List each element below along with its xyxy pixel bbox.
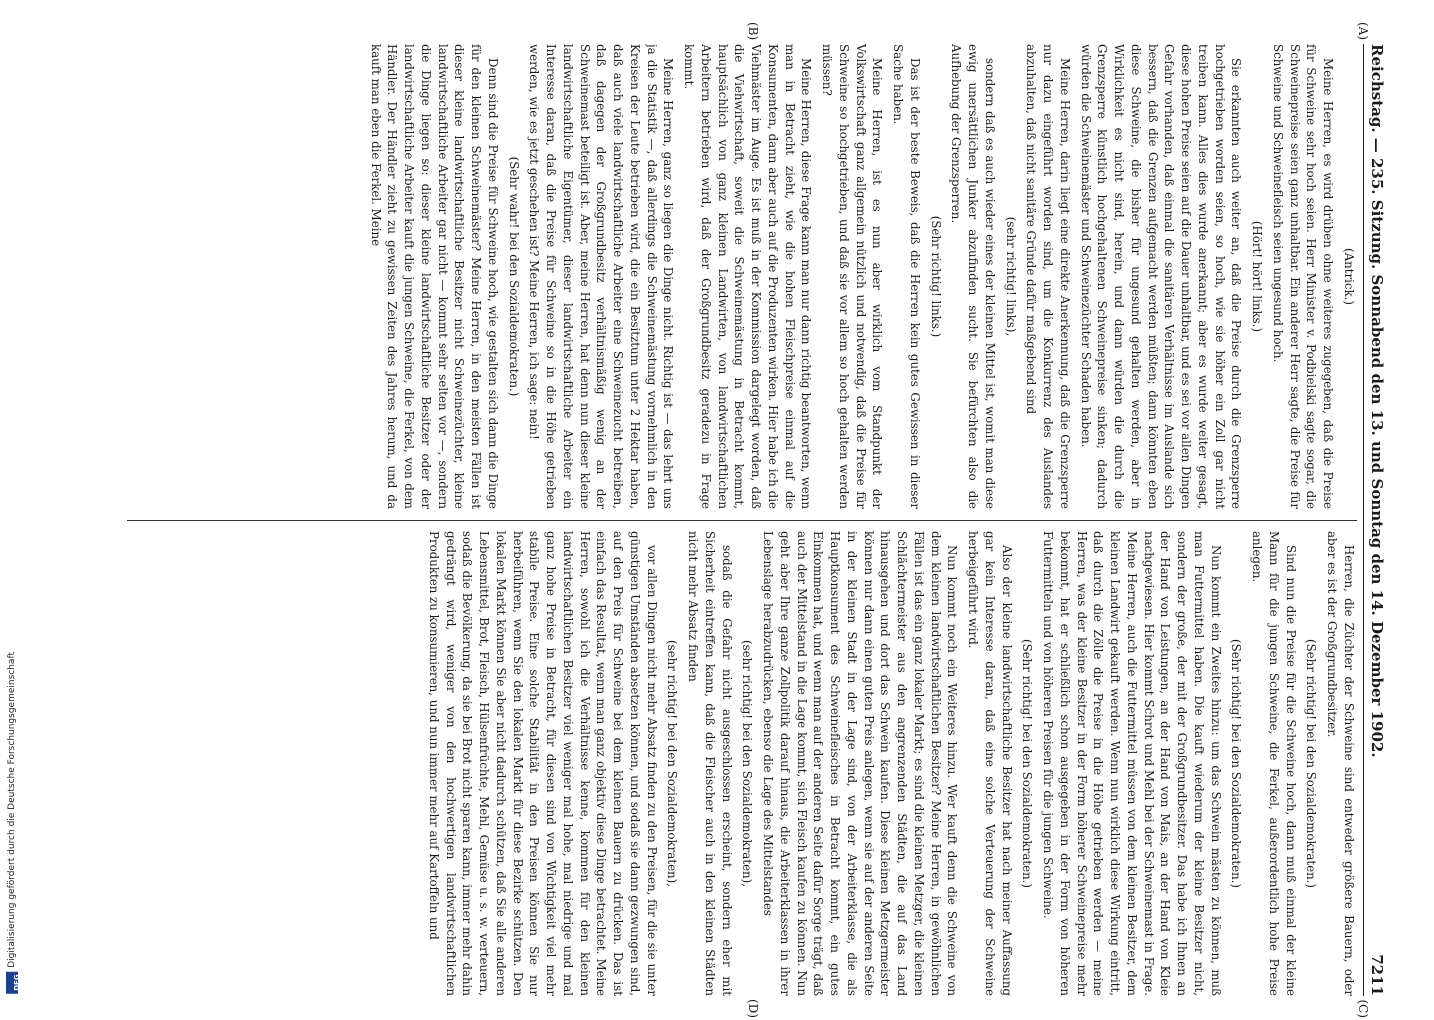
interjection: (Sehr richtig! bei den Sozialdemokraten.) bbox=[1020, 638, 1035, 889]
paragraph: Nun kommt ein Zweites hinzu: um das Schwein mästen zu können, muß man Futtermittel haben. Die kauft wiederum der kleine Besitzer nicht, sondern der große, der mit der Großgrundbesitzer. Das habe ich Ihnen an der Hand von Leistungen, an der Hand von Mais, an der Hand von Kleie nachgewiesen. Hier kommt Schrot und Mehl bei der Schweinemast in Frage. Meine Herren, auch die Futtermittel müssen von dem kleinen Besitzer, dem kleinen Landwirt gekauft werden. Wenn nun wirklich diese Wirkung eintritt, daß durch die Zölle die Preise in die Höhe getrieben werden — meine Herren, was der kleine Besitzer in der Form höherer Schweinepreise mehr bekommt, hat er schließlich schon ausgegeben in der Form von höheren Futtermitteln und von höheren Preisen für die jungen Schweine. bbox=[1041, 531, 1223, 996]
text-columns bbox=[127, 44, 1357, 996]
interjection: (Hört! hört! links.) bbox=[1250, 220, 1265, 333]
header-title: Reichstag. — 235. Sitzung. Sonnabend den 13. und Sonntag den 14. Dezember 1902. bbox=[1368, 44, 1386, 758]
interjection: (Sehr wahr! bei den Sozialdemokraten.) bbox=[506, 156, 521, 397]
paragraph: sondern daß es auch wieder eines der kleinen Mittel ist, womit man diese ewig unersättlichen Junker abzufinden sucht. Sie befürchten also die Aufhebung der Grenzsperren. bbox=[949, 44, 997, 509]
right-column bbox=[127, 531, 1357, 996]
margin-mark-a: (A) bbox=[1356, 22, 1370, 41]
paragraph: Herren, die Züchter der Schweine sind entweder größere Bauern, oder aber es ist der Großgrundbesitzer. bbox=[1325, 531, 1356, 996]
interjection: (Sehr richtig! bei den Sozialdemokraten.) bbox=[1229, 638, 1244, 889]
margin-mark-c: (C) bbox=[1356, 999, 1370, 1018]
interjection: (sehr richtig! bei den Sozialdemokraten), bbox=[665, 639, 680, 888]
paragraph: Meine Herren, darin liegt eine direkte Anerkennung, daß die Grenzsperre nur dazu eingeführt worden sind, um die Konkurrenz des Auslandes abzuhalten, daß nicht sanitäre Gründe dafür maßgebend sind bbox=[1024, 44, 1072, 509]
digitization-credit: Digitalisierung gefördert durch die Deutsche Forschungsgemeinschaft bbox=[7, 652, 17, 968]
interjection: (Sehr richtig! links.) bbox=[928, 215, 943, 338]
left-column bbox=[127, 44, 1357, 509]
dfg-logo: DFG bbox=[6, 972, 18, 994]
paragraph: Meine Herren, ganz so liegen die Dinge nicht. Richtig ist — das lehrt uns ja die Statistik —, daß allerdings die Schweinemästung vornehmlich in den Kreisen der Leute betrieben wird, die ein Besitztum unter 2 Hektar haben, daß auch viele landwirtschaftliche Arbeiter eine Schweinezucht betreiben, daß dagegen der Großgrundbesitz verhältnismäßig wenig an der Schweinemast beteiligt ist. Aber, meine Herren, hat denn nun dieser kleine landwirtschaftliche Eigentümer, dieser landwirtschaftliche Arbeiter ein Interesse daran, daß die Preise für Schweine so in die Höhe getrieben werden, wie es jetzt geschehen ist? Meine Herren, ich sage: nein! bbox=[527, 44, 676, 509]
paragraph: Meine Herren, ist es nun aber wirklich vom Standpunkt der Volkswirtschaft ganz allgemein nützlich und notwendig, daß die Preise für Schweine so hochgetrieben, und daß sie vor allem so hoch gehalten werden müssen? bbox=[820, 44, 885, 509]
running-head bbox=[1363, 44, 1386, 996]
speaker-label: (Antrick.) bbox=[1342, 248, 1356, 305]
scanned-page bbox=[80, 20, 1400, 1020]
paragraph: Also der kleine landwirtschaftliche Besitzer hat nach meiner Auffassung gar kein Interesse daran, daß eine solche Verteuerung der Schweine herbeigeführt wird. bbox=[966, 531, 1014, 996]
paragraph: Sind nun die Preise für die Schweine hoch, dann muß einmal der kleine Mann für die jungen Schweine, die Ferkel, außerordentlich hohe Preise anlegen. bbox=[1250, 531, 1298, 996]
paragraph: sodaß die Gefahr nicht ausgeschlossen erscheint, sondern eher mit Sicherheit eintreffen kann, daß die Fleischer auch in den kleinen Städten nicht mehr Absatz finden bbox=[686, 531, 734, 996]
margin-mark-b: (B) bbox=[746, 22, 760, 41]
paragraph: Nun kommt noch ein Weiteres hinzu. Wer kauft denn die Schweine von dem kleinen landwirtschaftlichen Besitzer? Meine Herren, in gewöhnlichen Fällen ist das ein ganz lokaler Markt; es sind die kleinen Metzger, die kleinen Schlächtermeister aus den angrenzenden Städten, die auf das Land hinausgehen und dort das Schwein kaufen. Diese kleinen Metzgermeister können nur dann einen guten Preis anlegen, wenn sie auf der anderen Seite in der kleinen Stadt in der Lage sind, von der Arbeiterklasse, die als Hauptkonsument des Schweinefleisches in Betracht kommt, ein gutes Einkommen hat, und wenn man auf der anderen Seite dafür Sorge trägt, daß auch der Mittelstand in die Lage kommt, sich Fleisch kaufen zu können. Nun geht aber Ihre ganze Zollpolitik darauf hinaus, die Arbeiterklassen in ihrer Lebenslage herabzudrücken, ebenso die Lage des Mittelstandes bbox=[761, 531, 960, 996]
paragraph: Meine Herren, diese Frage kann man nur dann richtig beantworten, wenn man in Betracht zieht, wie die hohen Fleischpreise einmal auf die Konsumenten, dann aber auch auf die Produzenten wirken. Hier habe ich die Viehmäster im Auge. Es ist muß in der Kommission dargelegt worden, daß die Viehwirtschaft, soweit die Schweinemästung in Betracht kommt, hauptsächlich von ganz kleinen Landwirten, von landwirtschaftlichen Arbeitern betrieben wird, daß der Großgrundbesitz geradezu in Frage kommt. bbox=[682, 44, 814, 509]
paragraph: Das ist der beste Beweis, daß die Herren kein gutes Gewissen in dieser Sache haben. bbox=[891, 44, 922, 509]
page-number: 7211 bbox=[1368, 954, 1386, 996]
paragraph: Sie erkannten auch weiter an, daß die Preise durch die Grenzsperre hochgetrieben worden seien, so hoch, wie sie höher ein Zoll gar nicht treiben kann. Alles dies wurde anerkannt; aber es wurde weiter gesagt, diese hohen Preise seien auf die Dauer unhaltbar, und es sei vor allen Dingen Gefahr vorhanden, daß einmal die sanitären Verhältnisse im Auslande sich bessern, daß die Grenzen aufgemacht werden müßten; dann könnten eben diese Schweine, die bisher für ungesund gehalten werden, aber in Wirklichkeit es nicht sind, herein, und dann würden die durch die Grenzsperre künstlich hochgehaltenen Schweinepreise sinken; dadurch würden die Schweinemäster und Schweinezüchter Schaden haben. bbox=[1078, 44, 1244, 509]
digitization-note bbox=[6, 652, 21, 994]
interjection: (sehr richtig! links), bbox=[1003, 216, 1018, 337]
paragraph: Denn sind die Preise für Schweine hoch, wie gestalten sich dann die Dinge für den kleinen Schweinemäster? Meine Herren, in den meisten Fällen ist dieser kleine landwirtschaftliche Besitzer nicht Schweinezüchter, kleine landwirtschaftliche Arbeiter gar nicht — kommt sehr selten vor —, sondern die Dinge liegen so: dieser kleine landwirtschaftliche Besitzer oder der landwirtschaftliche Arbeiter kauft die jungen Schweine, die Ferkel, von dem Händler. Der Händler zieht zu gewissen Zeiten des Jahres herum, und da kauft man eben die Ferkel. Meine bbox=[368, 44, 500, 509]
column-divider bbox=[127, 520, 1357, 521]
paragraph: Meine Herren, es wird drüben ohne weiteres zugegeben, daß die Preise für Schweine sehr hoch seien. Herr Minister v. Podbielski sagte sogar, die Schweinepreise seien ganz unhaltbar. Ein anderer Herr sagte, die Preise für Schweine und Schweinefleisch seien ungesund hoch. bbox=[1271, 44, 1336, 509]
margin-mark-d: (D) bbox=[746, 999, 760, 1018]
interjection: (sehr richtig! bei den Sozialdemokraten), bbox=[740, 639, 755, 888]
interjection: (Sehr richtig! bei den Sozialdemokraten.) bbox=[1304, 638, 1319, 889]
paragraph: vor allen Dingen nicht mehr Absatz finden zu den Preisen, für die sie unter günstigen Umständen absetzen können, und sodaß sie dann gezwungen sind, auf den Preis für Schweine bei dem kleinen Bauern zu drücken. Das ist einfach das Resultat, wenn man ganz objektiv diese Dinge betrachtet. Meine Herren, sowohl ich die Verhältnisse kenne, kommen für den kleinen landwirtschaftlichen Besitzer viel weniger mal hohe, mal niedrige und mal ganz hohe Preise in Betracht, für diesen sind von Wichtigkeit viel mehr stabile Preise. Eine solche Stabilität in den Preisen können Sie nur herbeiführen, wenn Sie den lokalen Markt für diese Bezirke schützen. Den lokalen Markt können Sie aber nicht dadurch schützen, daß Sie alle anderen Lebensmittel, Brot, Fleisch, Hülsenfrüchte, Mehl, Gemüse u. s. w. verteuern, sodaß die Bevölkerung, da sie bei Brot nicht sparen kann, immer mehr dahin gedrängt wird, weniger von den hochwertigen landwirtschaftlichen Produkten zu konsumieren, und nun immer mehr auf Kartoffeln und bbox=[427, 531, 659, 996]
